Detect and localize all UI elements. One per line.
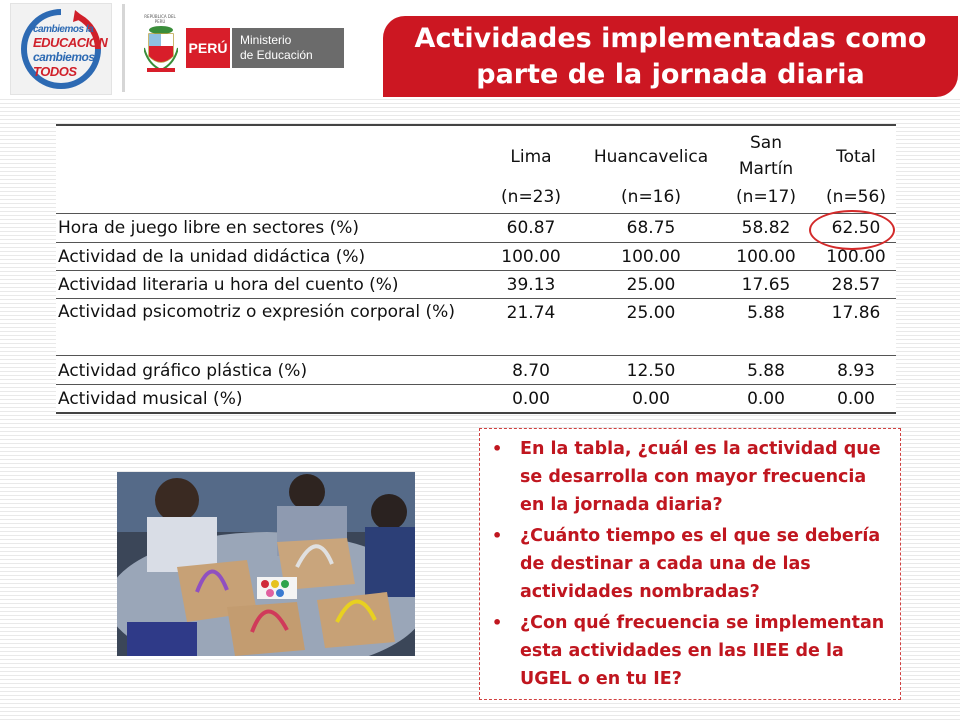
row-rule [56, 384, 896, 385]
table-cell: 0.00 [747, 389, 785, 409]
table-cell: 100.00 [826, 247, 886, 267]
table-cell: 68.75 [626, 218, 676, 238]
shield-caption: REPÚBLICA DEL PERÚ [144, 14, 176, 24]
table-cell: 100.00 [621, 247, 681, 267]
bullet-icon: • [492, 439, 503, 458]
slide-title [383, 16, 958, 97]
col-n-lima: (n=23) [501, 187, 561, 207]
col-header-san-martin-2: Martín [738, 159, 794, 179]
table-cell: 60.87 [506, 218, 556, 238]
row-label: Actividad gráfico plástica (%) [58, 361, 308, 381]
title-line-1: Actividades implementadas como [414, 23, 927, 54]
reflection-questions-box [479, 428, 901, 700]
ministry-logo [140, 14, 344, 80]
row-label: Hora de juego libre en sectores (%) [58, 218, 360, 238]
ministry-line-2: de Educación [240, 48, 313, 62]
table-cell: 5.88 [747, 303, 785, 323]
question-text: ¿Con qué frecuencia se implementan esta actividades en las IIEE de la UGEL o en tu IE? [520, 613, 885, 689]
row-rule [56, 242, 896, 243]
peru-label: PERÚ [186, 28, 230, 68]
table-cell: 62.50 [831, 218, 881, 238]
col-header-total: Total [836, 147, 876, 167]
logo-text-1: cambiemos la [33, 24, 94, 35]
table-cell: 21.74 [506, 303, 556, 323]
col-n-san-martin: (n=17) [736, 187, 796, 207]
title-line-2: parte de la jornada diaria [476, 59, 865, 90]
table-cell: 17.86 [831, 303, 881, 323]
row-rule [56, 270, 896, 271]
cambiemos-educacion-logo [10, 3, 112, 95]
question-text: ¿Cuánto tiempo es el que se debería de destinar a cada una de las actividades nombradas? [520, 526, 881, 602]
logo-text-3: cambiemos [33, 50, 95, 64]
table-cell: 5.88 [747, 361, 785, 381]
table-cell: 0.00 [512, 389, 550, 409]
col-n-huancavelica: (n=16) [621, 187, 681, 207]
col-header-huancavelica: Huancavelica [593, 147, 709, 167]
question-text: En la tabla, ¿cuál es la actividad que se desarrolla con mayor frecuencia en la jornada diaria? [520, 439, 881, 515]
table-cell: 39.13 [506, 275, 556, 295]
table-cell: 17.65 [741, 275, 791, 295]
logo-text-2: EDUCACIÓN [33, 35, 108, 50]
question-item [492, 522, 890, 606]
table-cell: 100.00 [736, 247, 796, 267]
classroom-photo-illustration [117, 472, 415, 656]
row-label: Actividad de la unidad didáctica (%) [58, 247, 366, 267]
table-cell: 8.70 [512, 361, 550, 381]
header [0, 0, 960, 96]
bullet-icon: • [492, 526, 503, 545]
question-item [492, 609, 890, 693]
col-n-total: (n=56) [826, 187, 886, 207]
table-cell: 25.00 [626, 303, 676, 323]
children-activity-photo [117, 472, 415, 656]
ministry-label [232, 28, 344, 68]
coat-of-arms-icon [144, 18, 178, 74]
table-top-rule [56, 124, 896, 126]
ministry-line-1: Ministerio [240, 33, 292, 47]
header-rule [56, 213, 896, 214]
row-label: Actividad musical (%) [58, 389, 243, 409]
table-cell: 12.50 [626, 361, 676, 381]
table-cell: 25.00 [626, 275, 676, 295]
col-header-lima: Lima [510, 147, 552, 167]
activities-table [56, 124, 896, 414]
question-item [492, 435, 890, 519]
table-cell: 0.00 [837, 389, 875, 409]
row-label: Actividad literaria u hora del cuento (%) [58, 275, 399, 295]
row-rule [56, 355, 896, 356]
logo-text-4: TODOS [33, 64, 77, 79]
logo-divider [122, 4, 125, 92]
col-header-san-martin-1: San [750, 133, 782, 153]
row-label: Actividad psicomotriz o expresión corporal (%) [58, 302, 455, 322]
table-cell: 58.82 [741, 218, 791, 238]
table-cell: 0.00 [632, 389, 670, 409]
table-cell: 8.93 [837, 361, 875, 381]
table-cell: 28.57 [831, 275, 881, 295]
highlight-circle [809, 210, 895, 250]
bullet-icon: • [492, 613, 503, 632]
table-cell: 100.00 [501, 247, 561, 267]
table-bottom-rule [56, 412, 896, 414]
